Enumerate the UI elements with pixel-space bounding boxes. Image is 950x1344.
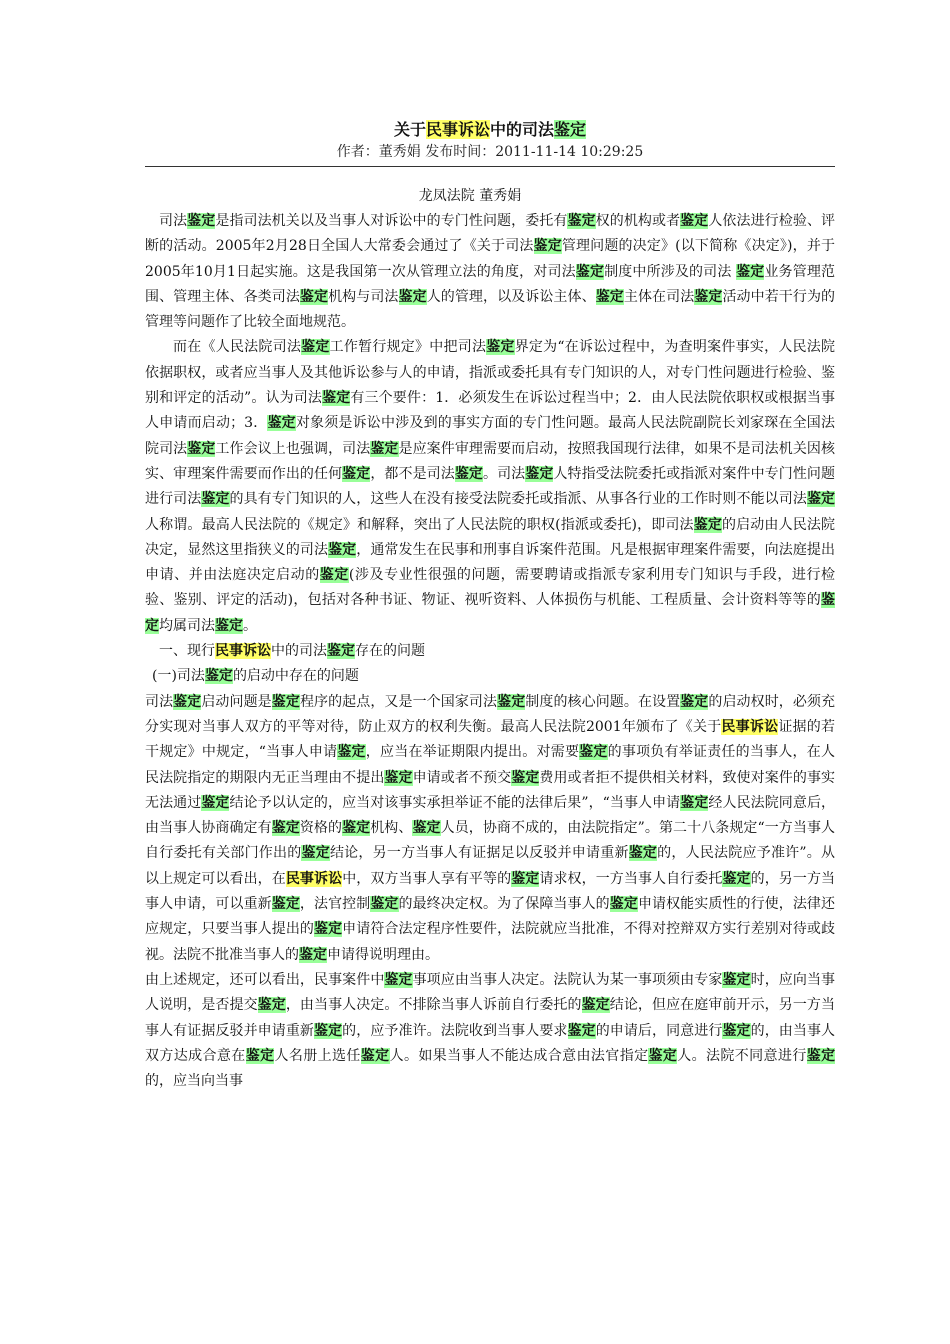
title-keyword-lawsuit: 民事诉讼 <box>425 120 490 139</box>
keyword-highlight-appraisal: 鉴定 <box>314 1022 343 1039</box>
keyword-highlight-appraisal: 鉴定 <box>327 643 355 660</box>
keyword-highlight-appraisal: 鉴定 <box>722 870 751 887</box>
keyword-highlight-appraisal: 鉴定 <box>575 263 605 280</box>
paragraph: 而在《人民法院司法鉴定工作暂行规定》中把司法鉴定界定为“在诉讼过程中，为查明案件事实，人民法院依据职权，或者应当事人及其他诉讼参与人的申请，指派或委托具有专门知识的人，对专门性问题进行检验、鉴别和评定的活动”。认为司法鉴定有三个要件：1．必须发生在诉讼过程当中；2．由人民法院依职权或根据当事人申请而启动；3．鉴定对象须是诉讼中涉及到的事实方面的专门性问题。最高人民法院副院长刘家琛在全国法院司法鉴定工作会议上也强调，司法鉴定是应案件审理需要而启动，按照我国现行法律，如果不是司法机关因核实、审理案件需要而作出的任何鉴定，都不是司法鉴定。司法鉴定人特指受法院委托或指派对案件中专门性问题进行司法鉴定的具有专门知识的人，这些人在没有接受法院委托或指派、从事各行业的工作时则不能以司法鉴定人称谓。最高人民法院的《规定》和解释，突出了人民法院的职权(指派或委托)，即司法鉴定的启动由人民法院决定，显然这里指狭义的司法鉴定，通常发生在民事和刑事自诉案件范围。凡是根据审理案件需要，向法庭提出申请、并由法庭决定启动的鉴定(涉及专业性很强的问题，需要聘请或指派专家利用专门知识与手段，进行检验、鉴别、评定的活动)，包括对各种书证、物证、视听资料、人体损伤与机能、工程质量、会计资料等等的鉴定均属司法鉴定。 <box>145 339 836 634</box>
keyword-highlight-appraisal: 鉴定 <box>806 1047 836 1064</box>
keyword-highlight-appraisal: 鉴定 <box>384 769 413 786</box>
keyword-highlight-appraisal: 鉴定 <box>257 997 286 1014</box>
keyword-highlight-appraisal: 鉴定 <box>319 567 349 584</box>
keyword-highlight-lawsuit: 民事诉讼 <box>215 643 271 660</box>
keyword-highlight-appraisal: 鉴定 <box>486 339 515 356</box>
article-byline: 龙凤法院 董秀娟 <box>418 188 522 204</box>
keyword-highlight-appraisal: 鉴定 <box>322 390 351 407</box>
keyword-highlight-appraisal: 鉴定 <box>609 896 638 913</box>
keyword-highlight-appraisal: 鉴定 <box>370 896 399 913</box>
paragraph: (一)司法鉴定的启动中存在的问题 <box>152 668 359 685</box>
keyword-highlight-appraisal: 鉴定 <box>299 288 329 305</box>
keyword-highlight-appraisal: 鉴定 <box>145 592 835 634</box>
keyword-highlight-appraisal: 鉴定 <box>628 845 658 862</box>
keyword-highlight-appraisal: 鉴定 <box>579 744 608 761</box>
keyword-highlight-appraisal: 鉴定 <box>342 820 371 837</box>
keyword-highlight-appraisal: 鉴定 <box>680 213 709 229</box>
keyword-highlight-appraisal: 鉴定 <box>398 288 427 305</box>
keyword-highlight-appraisal: 鉴定 <box>806 491 836 508</box>
article-title <box>145 118 835 142</box>
keyword-highlight-appraisal: 鉴定 <box>693 516 722 533</box>
title-part: 关于 <box>393 120 426 139</box>
keyword-highlight-appraisal: 鉴定 <box>454 465 484 482</box>
keyword-highlight-appraisal: 鉴定 <box>267 415 296 432</box>
paragraph: 由上述规定，还可以看出，民事案件中鉴定事项应由当事人决定。法院认为某一事项须由专家鉴定时，应向当事人说明，是否提交鉴定，由当事人决定。不排除当事人诉前自行委托的鉴定结论，但应在庭审前开示，另一方当事人有证据反驳并申请重新鉴定的，应予准许。法院收到当事人要求鉴定的申请后，同意进行鉴定的，由当事人双方达成合意在鉴定人名册上选任鉴定人。如果当事人不能达成合意由法官指定鉴定人。法院不同意进行鉴定的，应当向当事 <box>145 971 836 1090</box>
keyword-highlight-appraisal: 鉴定 <box>648 1047 678 1064</box>
keyword-highlight-appraisal: 鉴定 <box>271 693 300 710</box>
paragraph: 司法鉴定启动问题是鉴定程序的起点，又是一个国家司法鉴定制度的核心问题。在设置鉴定的启动权时，必须充分实现对当事人双方的平等对待，防止双方的权利失衡。最高人民法院2001年颁布了《关于民事诉讼证据的若干规定》中规定，“当事人申请鉴定，应当在举证期限内提出。对需要鉴定的事项负有举证责任的当事人，在人民法院指定的期限内无正当理由不提出鉴定申请或者不预交鉴定费用或者拒不提供相关材料，致使对案件的事实无法通过鉴定结论予以认定的，应当对该事实承担举证不能的法律后果”，“当事人申请鉴定经人民法院同意后，由当事人协商确定有鉴定资格的鉴定机构、鉴定人员，协商不成的，由法院指定”。第二十八条规定“一方当事人自行委托有关部门作出的鉴定结论，另一方当事人有证据足以反驳并申请重新鉴定的，人民法院应予准许”。从以上规定可以看出，在民事诉讼中，双方当事人享有平等的鉴定请求权，一方当事人自行委托鉴定的，另一方当事人申请，可以重新鉴定，法官控制鉴定的最终决定权。为了保障当事人的鉴定申请权能实质性的行使，法律还应规定，只要当事人提出的鉴定申请符合法定程序性要件，法院就应当批准，不得对控辩双方实行差别对待或歧视。法院不批准当事人的鉴定申请得说明理由。 <box>145 693 836 963</box>
keyword-highlight-appraisal: 鉴定 <box>525 465 554 482</box>
keyword-highlight-appraisal: 鉴定 <box>722 971 751 988</box>
keyword-highlight-appraisal: 鉴定 <box>342 465 371 482</box>
keyword-highlight-appraisal: 鉴定 <box>497 693 526 710</box>
article-body <box>145 209 835 1094</box>
keyword-highlight-appraisal: 鉴定 <box>595 288 624 305</box>
title-part: 中的司法 <box>490 120 555 139</box>
keyword-highlight-lawsuit: 民事诉讼 <box>721 718 779 735</box>
keyword-highlight-appraisal: 鉴定 <box>271 896 300 913</box>
paragraph: 司法鉴定是指司法机关以及当事人对诉讼中的专门性问题，委托有鉴定权的机构或者鉴定人依法进行检验、评断的活动。2005年2月28日全国人大常委会通过了《关于司法鉴定管理问题的决定》(以下简称《决定》)，并于2005年10月1日起实施。这是我国第一次从管理立法的角度，对司法鉴定制度中所涉及的司法 鉴定业务管理范围、管理主体、各类司法鉴定机构与司法鉴定人的管理，以及诉讼主体、鉴定主体在司法鉴定活动中若干行为的管理等问题作了比较全面地规范。 <box>145 213 836 331</box>
divider <box>145 166 835 167</box>
keyword-highlight-appraisal: 鉴定 <box>301 339 330 356</box>
keyword-highlight-appraisal: 鉴定 <box>173 693 202 710</box>
keyword-highlight-appraisal: 鉴定 <box>360 1047 390 1064</box>
keyword-highlight-appraisal: 鉴定 <box>201 794 230 811</box>
keyword-highlight-appraisal: 鉴定 <box>301 845 330 862</box>
keyword-highlight-appraisal: 鉴定 <box>384 971 413 988</box>
keyword-highlight-appraisal: 鉴定 <box>370 440 399 457</box>
keyword-highlight-appraisal: 鉴定 <box>581 997 610 1014</box>
document-page <box>145 118 835 1094</box>
keyword-highlight-appraisal: 鉴定 <box>328 541 357 558</box>
keyword-highlight-appraisal: 鉴定 <box>187 213 216 229</box>
keyword-highlight-appraisal: 鉴定 <box>215 617 243 634</box>
keyword-highlight-appraisal: 鉴定 <box>337 744 366 761</box>
title-keyword-appraisal: 鉴定 <box>554 120 587 139</box>
keyword-highlight-appraisal: 鉴定 <box>187 440 216 457</box>
keyword-highlight-appraisal: 鉴定 <box>314 921 343 938</box>
keyword-highlight-appraisal: 鉴定 <box>567 1022 596 1039</box>
article-meta: 作者：董秀娟 发布时间：2011-11-14 10:29:25 <box>336 144 644 160</box>
keyword-highlight-appraisal: 鉴定 <box>299 946 327 963</box>
keyword-highlight-appraisal: 鉴定 <box>412 820 441 837</box>
keyword-highlight-lawsuit: 民事诉讼 <box>285 870 343 887</box>
keyword-highlight-appraisal: 鉴定 <box>245 1047 275 1064</box>
keyword-highlight-appraisal: 鉴定 <box>201 491 230 508</box>
keyword-highlight-appraisal: 鉴定 <box>204 668 233 685</box>
keyword-highlight-appraisal: 鉴定 <box>680 794 709 811</box>
keyword-highlight-appraisal: 鉴定 <box>736 263 765 280</box>
keyword-highlight-appraisal: 鉴定 <box>511 870 540 887</box>
keyword-highlight-appraisal: 鉴定 <box>271 820 300 837</box>
keyword-highlight-appraisal: 鉴定 <box>694 288 723 305</box>
keyword-highlight-appraisal: 鉴定 <box>680 693 709 710</box>
keyword-highlight-appraisal: 鉴定 <box>567 213 596 229</box>
keyword-highlight-appraisal: 鉴定 <box>533 238 562 255</box>
keyword-highlight-appraisal: 鉴定 <box>722 1022 751 1039</box>
paragraph: 一、现行民事诉讼中的司法鉴定存在的问题 <box>159 643 425 660</box>
keyword-highlight-appraisal: 鉴定 <box>511 769 540 786</box>
